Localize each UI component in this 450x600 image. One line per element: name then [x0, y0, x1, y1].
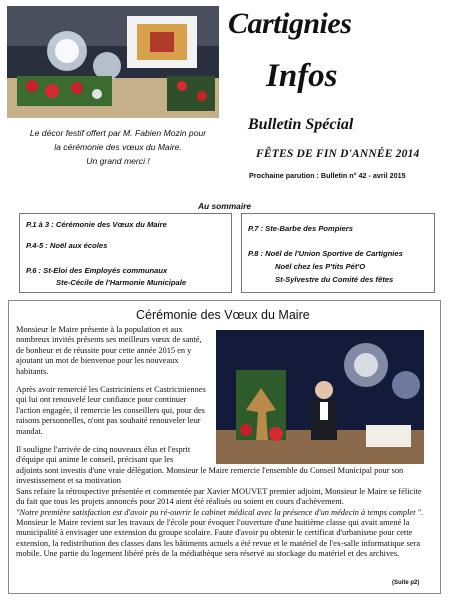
mayor-speech-illustration: [216, 330, 424, 464]
article-full-width-text: [16, 466, 428, 560]
sommaire-item[interactable]: P.6 : St-Eloi des Employés communaux: [26, 266, 168, 275]
brand-title-infos: Infos: [266, 58, 338, 94]
edition-title: FÊTES DE FIN D'ANNÉE 2014: [256, 148, 420, 160]
sommaire-right-box: [241, 213, 435, 293]
sommaire-item[interactable]: Ste-Cécile de l'Harmonie Municipale: [56, 278, 187, 287]
photo-caption: [12, 126, 224, 168]
mayor-speech-photo: [216, 330, 424, 464]
caption-line-3: Un grand merci !: [86, 156, 150, 166]
article-paragraph: Sans refaire la rétrospective présentée et commentée par Xavier MOUVET premier adjoint, Monsieur le Maire se félicite du fait que tous les projets annoncés pour 2014 aient été réalisés ou soient en cours d'achèvement.: [16, 486, 422, 507]
article-quote: "Notre première satisfaction est d'avoir pu ré-ouvrir le cabinet médical avec la présence d'un médecin à temps complet ".: [16, 507, 424, 517]
festive-decor-photo: [7, 6, 219, 118]
article-paragraph: Il souligne l'arrivée de cinq nouveaux élus et l'esprit d'équipe qui anime le conseil, précisant que les: [16, 445, 191, 465]
sommaire-item[interactable]: Noël chez les P'tits Pét'O: [275, 262, 366, 271]
brand-title-cartignies: Cartignies: [228, 7, 352, 40]
festive-decor-illustration: [7, 6, 219, 118]
caption-line-1: Le décor festif offert par M. Fabien Mozin pour: [29, 128, 207, 138]
continued-note: (Suite p2): [392, 580, 420, 586]
bulletin-subtitle: Bulletin Spécial: [248, 116, 354, 133]
sommaire-item[interactable]: P.8 : Noël de l'Union Sportive de Cartignies: [248, 249, 403, 258]
article-paragraph: Après avoir remercié les Castriciniens et Castriciniennes qui lui ont renouvelé leur confiance pour continuer l'action engagée, il remercie les conseillers qui, pour des raisons personnelles, n'ont pas souhaité renouveler leur mandat.: [16, 385, 206, 436]
article-title: Cérémonie des Vœux du Maire: [136, 308, 310, 322]
sommaire-item[interactable]: P.4-5 : Noël aux écoles: [26, 241, 108, 250]
article-paragraph: Monsieur le Maire revient sur les travaux de l'école pour évoquer l'ouverture d'une huitième classe qui avait amené la municipalité à envisager une extension du groupe scolaire. Faute d'avoir pu obtenir le certificat d'urbanisme pour cette extension, la redistribution des classes dans les bâtiments actuels a été revue et le matériel de l'ex-salle informatique sera mobile. Une partie du logement libéré près de la médiathèque sera réservé au stockage du matériel et des archives.: [16, 518, 421, 559]
article-paragraph: Monsieur le Maire présente à la population et aux nombreux invités présents ses meilleurs vœux de santé, de bonheur et de réussite pour cette année 2015 en y ajoutant un mot de bienvenue pour les nouveaux habitants.: [16, 325, 202, 376]
sommaire-item[interactable]: St-Sylvestre du Comité des fêtes: [275, 275, 394, 284]
sommaire-left-box: [19, 213, 232, 293]
sommaire-item[interactable]: P.1 à 3 : Cérémonie des Vœux du Maire: [26, 220, 167, 229]
sommaire-item[interactable]: P.7 : Ste-Barbe des Pompiers: [248, 224, 353, 233]
sommaire-heading: Au sommaire: [198, 201, 252, 211]
next-issue-note: Prochaine parution : Bulletin n° 42 - avril 2015: [249, 171, 406, 180]
article-paragraph: adjoints sont investis d'une vraie délégation. Monsieur le Maire remercie l'ensemble du Conseil Municipal pour son investissement et sa motivation: [16, 466, 404, 486]
article-left-column: [16, 325, 211, 466]
caption-line-2: la cérémonie des vœux du Maire.: [54, 142, 182, 152]
